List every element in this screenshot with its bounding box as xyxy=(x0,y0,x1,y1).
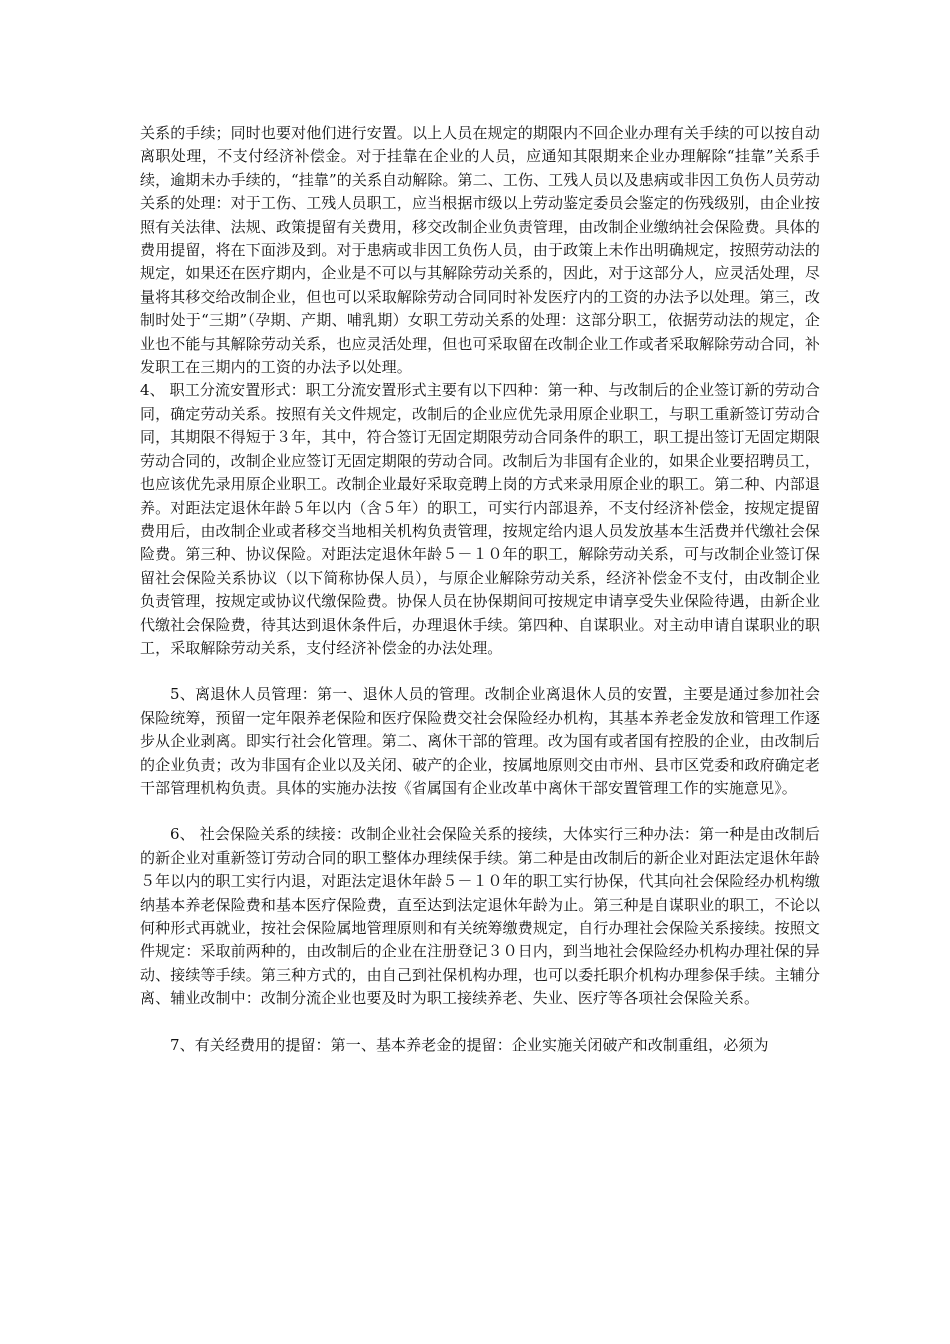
document-page xyxy=(140,122,820,1057)
paragraph-section-4: 4、 职工分流安置形式：职工分流安置形式主要有以下四种：第一种、与改制后的企业签订新的劳动合同，确定劳动关系。按照有关文件规定，改制后的企业应优先录用原企业职工，与职工重新签订劳动合同，其期限不得短于３年，其中，符合签订无固定期限劳动合同条件的职工，职工提出签订无固定期限劳动合同的，改制企业应签订无固定期限的劳动合同。改制后为非国有企业的，如果企业要招聘员工，也应该优先录用原企业职工。改制企业最好采取竞聘上岗的方式来录用原企业的职工。第二种、内部退养。对距法定退休年龄５年以内（含５年）的职工，可实行内部退养，不支付经济补偿金，按规定提留费用后，由改制企业或者移交当地相关机构负责管理，按规定给内退人员发放基本生活费并代缴社会保险费。第三种、协议保险。对距法定退休年龄５－１０年的职工，解除劳动关系，可与改制企业签订保留社会保险关系协议（以下简称协保人员），与原企业解除劳动关系，经济补偿金不支付，由改制企业负责管理，按规定或协议代缴保险费。协保人员在协保期间可按规定申请享受失业保险待遇，由新企业代缴社会保险费，待其达到退休条件后，办理退休手续。第四种、自谋职业。对主动申请自谋职业的职工，采取解除劳动关系，支付经济补偿金的办法处理。 xyxy=(140,381,820,657)
paragraph-section-7: 7、有关经费用的提留：第一、基本养老金的提留：企业实施关闭破产和改制重组，必须为 xyxy=(170,1035,769,1054)
paragraph-section-6: 6、 社会保险关系的续接：改制企业社会保险关系的接续，大体实行三种办法：第一种是由改制后的新企业对重新签订劳动合同的职工整体办理续保手续。第二种是由改制后的新企业对距法定退休年龄５年以内的职工实行内退，对距法定退休年龄５－１０年的职工实行协保，代其向社会保险经办机构缴纳基本养老保险费和基本医疗保险费，直至达到法定退休年龄为止。第三种是自谋职业的职工，不论以何种形式再就业，按社会保险属地管理原则和有关统筹缴费规定，自行办理社会保险关系接续。按照文件规定：采取前两种的，由改制后的企业在注册登记３０日内，到当地社会保险经办机构办理社保的异动、接续等手续。第三种方式的，由自己到社保机构办理，也可以委托职介机构办理参保手续。主辅分离、辅业改制中：改制分流企业也要及时为职工接续养老、失业、医疗等各项社会保险关系。 xyxy=(140,825,820,1008)
paragraph-section-5: 5、离退休人员管理：第一、退休人员的管理。改制企业离退休人员的安置，主要是通过参加社会保险统筹，预留一定年限养老保险和医疗保险费交社会保险经办机构，其基本养老金发放和管理工作逐步从企业剥离。即实行社会化管理。第二、离休干部的管理。改为国有或者国有控股的企业，由改制后的企业负责；改为非国有企业以及关闭、破产的企业，按属地原则交由市州、县市区党委和政府确定老干部管理机构负责。具体的实施办法按《省属国有企业改革中离休干部安置管理工作的实施意见》。 xyxy=(140,685,820,797)
paragraph-continuation: 关系的手续；同时也要对他们进行安置。以上人员在规定的期限内不回企业办理有关手续的可以按自动离职处理，不支付经济补偿金。对于挂靠在企业的人员，应通知其限期来企业办理解除“挂靠”关系手续，逾期未办手续的，“挂靠”的关系自动解除。第二、工伤、工残人员以及患病或非因工负伤人员劳动关系的处理：对于工伤、工残人员职工，应当根据市级以上劳动鉴定委员会鉴定的伤残级别，由企业按照有关法律、法规、政策提留有关费用，移交改制企业负责管理，由改制企业缴纳社会保险费。具体的费用提留，将在下面涉及到。对于患病或非因工负伤人员，由于政策上未作出明确规定，按照劳动法的规定，如果还在医疗期内，企业是不可以与其解除劳动关系的，因此，对于这部分人，应灵活处理，尽量将其移交给改制企业，但也可以采取解除劳动合同同时补发医疗内的工资的办法予以处理。第三，改制时处于“三期”（孕期、产期、哺乳期）女职工劳动关系的处理：这部分职工，依据劳动法的规定，企业也不能与其解除劳动关系，也应灵活处理，但也可采取留在改制企业工作或者采取解除劳动合同，补发职工在三期内的工资的办法予以处理。 xyxy=(140,124,820,377)
